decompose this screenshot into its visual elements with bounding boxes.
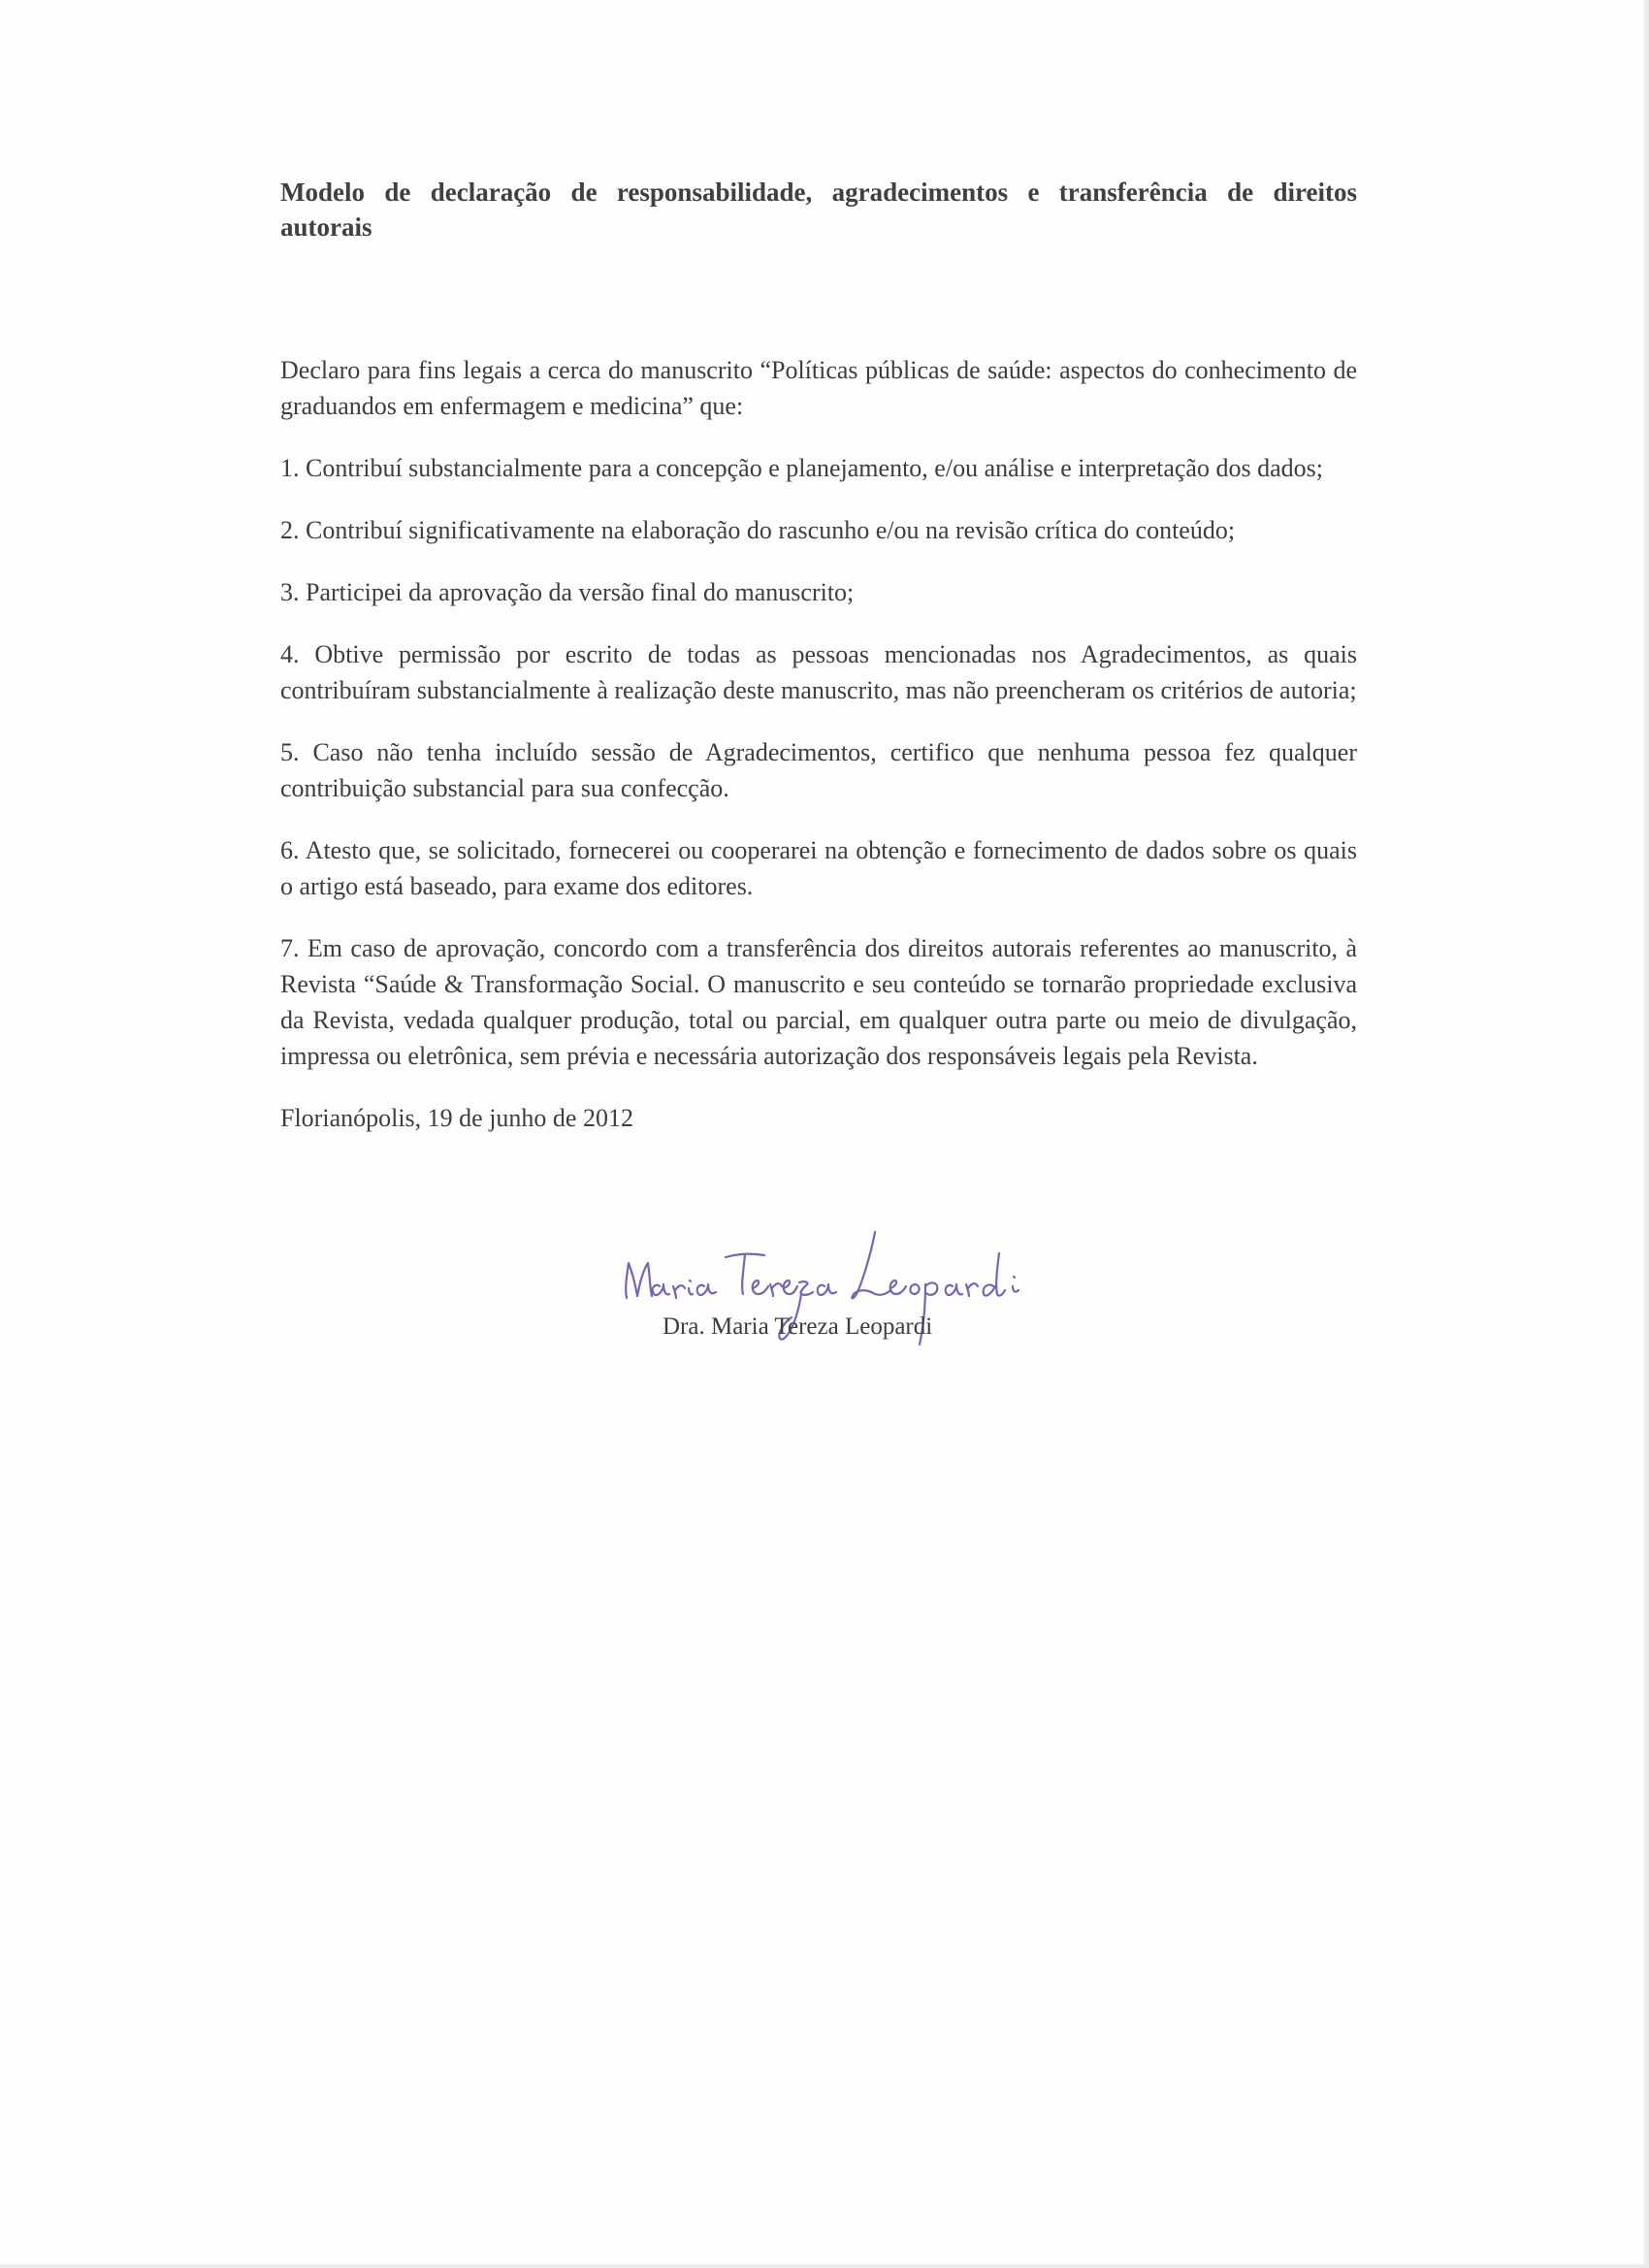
signer-name: Dra. Maria Tereza Leopardi [663, 1313, 933, 1340]
page-edge-right [1643, 0, 1649, 2268]
item-7: 7. Em caso de aprovação, concordo com a transferência dos direitos autorais referentes ao manuscrito, à Revista “Saúde & Transformação Social. O manuscrito e seu conteúdo se tornarão propriedade exclusiva da Revista, vedada qualquer produção, total ou parcial, em qualquer outra parte ou meio de divulgação, impressa ou eletrônica, sem prévia e necessária autorização dos responsáveis legais pela Revista. [280, 934, 1357, 1070]
signature-block [621, 1230, 1067, 1395]
item-4: 4. Obtive permissão por escrito de todas as pessoas mencionadas nos Agradecimentos, as quais contribuíram substancialmente à realização deste manuscrito, mas não preencheram os critérios de autoria; [280, 640, 1357, 704]
place-date: Florianópolis, 19 de junho de 2012 [280, 1104, 633, 1132]
intro-paragraph: Declaro para fins legais a cerca do manuscrito “Políticas públicas de saúde: aspectos do conhecimento de graduandos em enfermagem e medicina” que: [280, 356, 1357, 420]
item-2: 2. Contribuí significativamente na elaboração do rascunho e/ou na revisão crítica do conteúdo; [280, 516, 1236, 544]
declaration-section [280, 352, 1357, 1136]
item-6: 6. Atesto que, se solicitado, fornecerei ou cooperarei na obtenção e fornecimento de dados sobre os quais o artigo está baseado, para exame dos editores. [280, 836, 1357, 900]
document-title [280, 175, 1357, 244]
item-1: 1. Contribuí substancialmente para a concepção e planejamento, e/ou análise e interpretação dos dados; [280, 454, 1323, 482]
item-5: 5. Caso não tenha incluído sessão de Agradecimentos, certifico que nenhuma pessoa fez qualquer contribuição substancial para sua confecção. [280, 738, 1357, 802]
title-line-1: Modelo de declaração de responsabilidade, agradecimentos e transferência de direitos [280, 178, 1357, 207]
document-body [280, 175, 1357, 1136]
item-3: 3. Participei da aprovação da versão final do manuscrito; [280, 578, 855, 606]
page-edge-bottom [0, 2264, 1649, 2268]
title-line-2: autorais [280, 212, 372, 242]
